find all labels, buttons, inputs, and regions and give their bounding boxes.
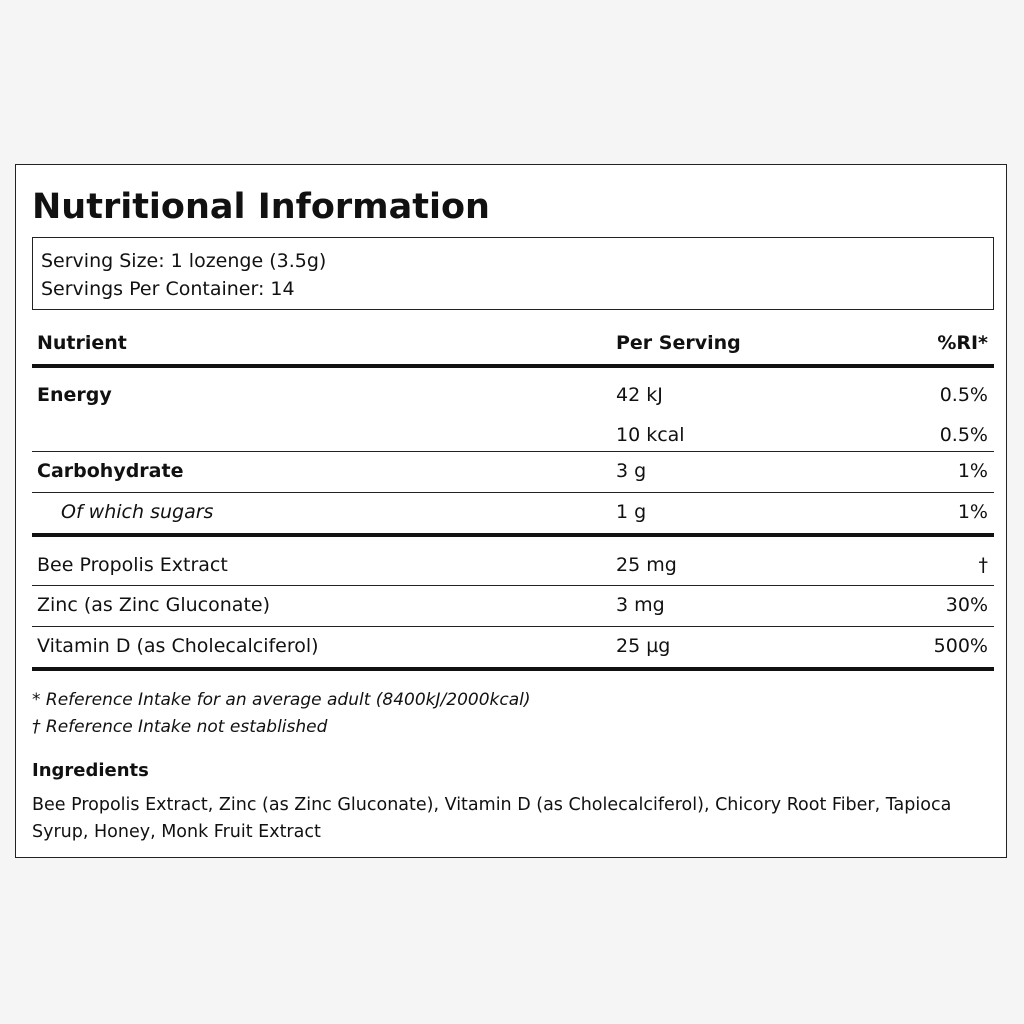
ingredients-list: Bee Propolis Extract, Zinc (as Zinc Gluconate), Vitamin D (as Cholecalciferol), Chicory Root Fiber, Tapioca Syrup, Honey, Monk Fruit Extract — [32, 795, 952, 842]
table-row-energy-kcal — [32, 409, 994, 452]
nutrition-table — [32, 323, 994, 671]
nutrient-name: Vitamin D (as Cholecalciferol) — [37, 635, 319, 657]
nutrient-name: Bee Propolis Extract — [37, 554, 228, 576]
nutrient-ri: 1% — [957, 501, 988, 523]
nutrient-amount: 3 mg — [616, 594, 665, 616]
nutrient-ri: 0.5% — [939, 424, 988, 446]
nutrient-name: Carbohydrate — [37, 460, 184, 482]
serving-info-box — [32, 237, 994, 310]
nutrition-panel — [15, 164, 1007, 858]
header-ri: %RI* — [937, 332, 988, 354]
nutrient-ri: 0.5% — [939, 384, 988, 406]
ri-footnote: * Reference Intake for an average adult (8400kJ/2000kcal) — [32, 690, 531, 710]
nutrient-ri: 500% — [933, 635, 988, 657]
table-row-sugars — [32, 493, 994, 537]
header-nutrient: Nutrient — [37, 332, 127, 354]
panel-title: Nutritional Information — [32, 187, 490, 227]
nutrient-name: Of which sugars — [61, 501, 214, 523]
nutrient-ri: 30% — [945, 594, 988, 616]
table-row-carbohydrate — [32, 452, 994, 493]
nutrient-ri: 1% — [957, 460, 988, 482]
footnotes — [32, 687, 531, 741]
table-header-row — [32, 323, 994, 368]
nutrient-amount: 1 g — [616, 501, 647, 523]
serving-size: Serving Size: 1 lozenge (3.5g) — [41, 250, 327, 272]
ingredients-heading: Ingredients — [32, 760, 149, 781]
nutrient-amount: 25 mg — [616, 554, 677, 576]
nutrient-amount: 3 g — [616, 460, 647, 482]
nutrient-name: Zinc (as Zinc Gluconate) — [37, 594, 270, 616]
table-row-zinc — [32, 586, 994, 627]
nutrient-amount: 25 µg — [616, 635, 671, 657]
nutrient-name: Energy — [37, 384, 112, 406]
servings-per-container: Servings Per Container: 14 — [41, 278, 295, 300]
dagger-footnote: † Reference Intake not established — [32, 717, 328, 737]
nutrient-amount: 42 kJ — [616, 384, 663, 406]
table-row-bee-propolis — [32, 537, 994, 586]
table-row-energy-kj — [32, 368, 994, 409]
nutrient-ri: † — [978, 554, 988, 576]
nutrient-amount: 10 kcal — [616, 424, 685, 446]
table-row-vitamin-d — [32, 627, 994, 671]
header-per-serving: Per Serving — [616, 332, 741, 354]
